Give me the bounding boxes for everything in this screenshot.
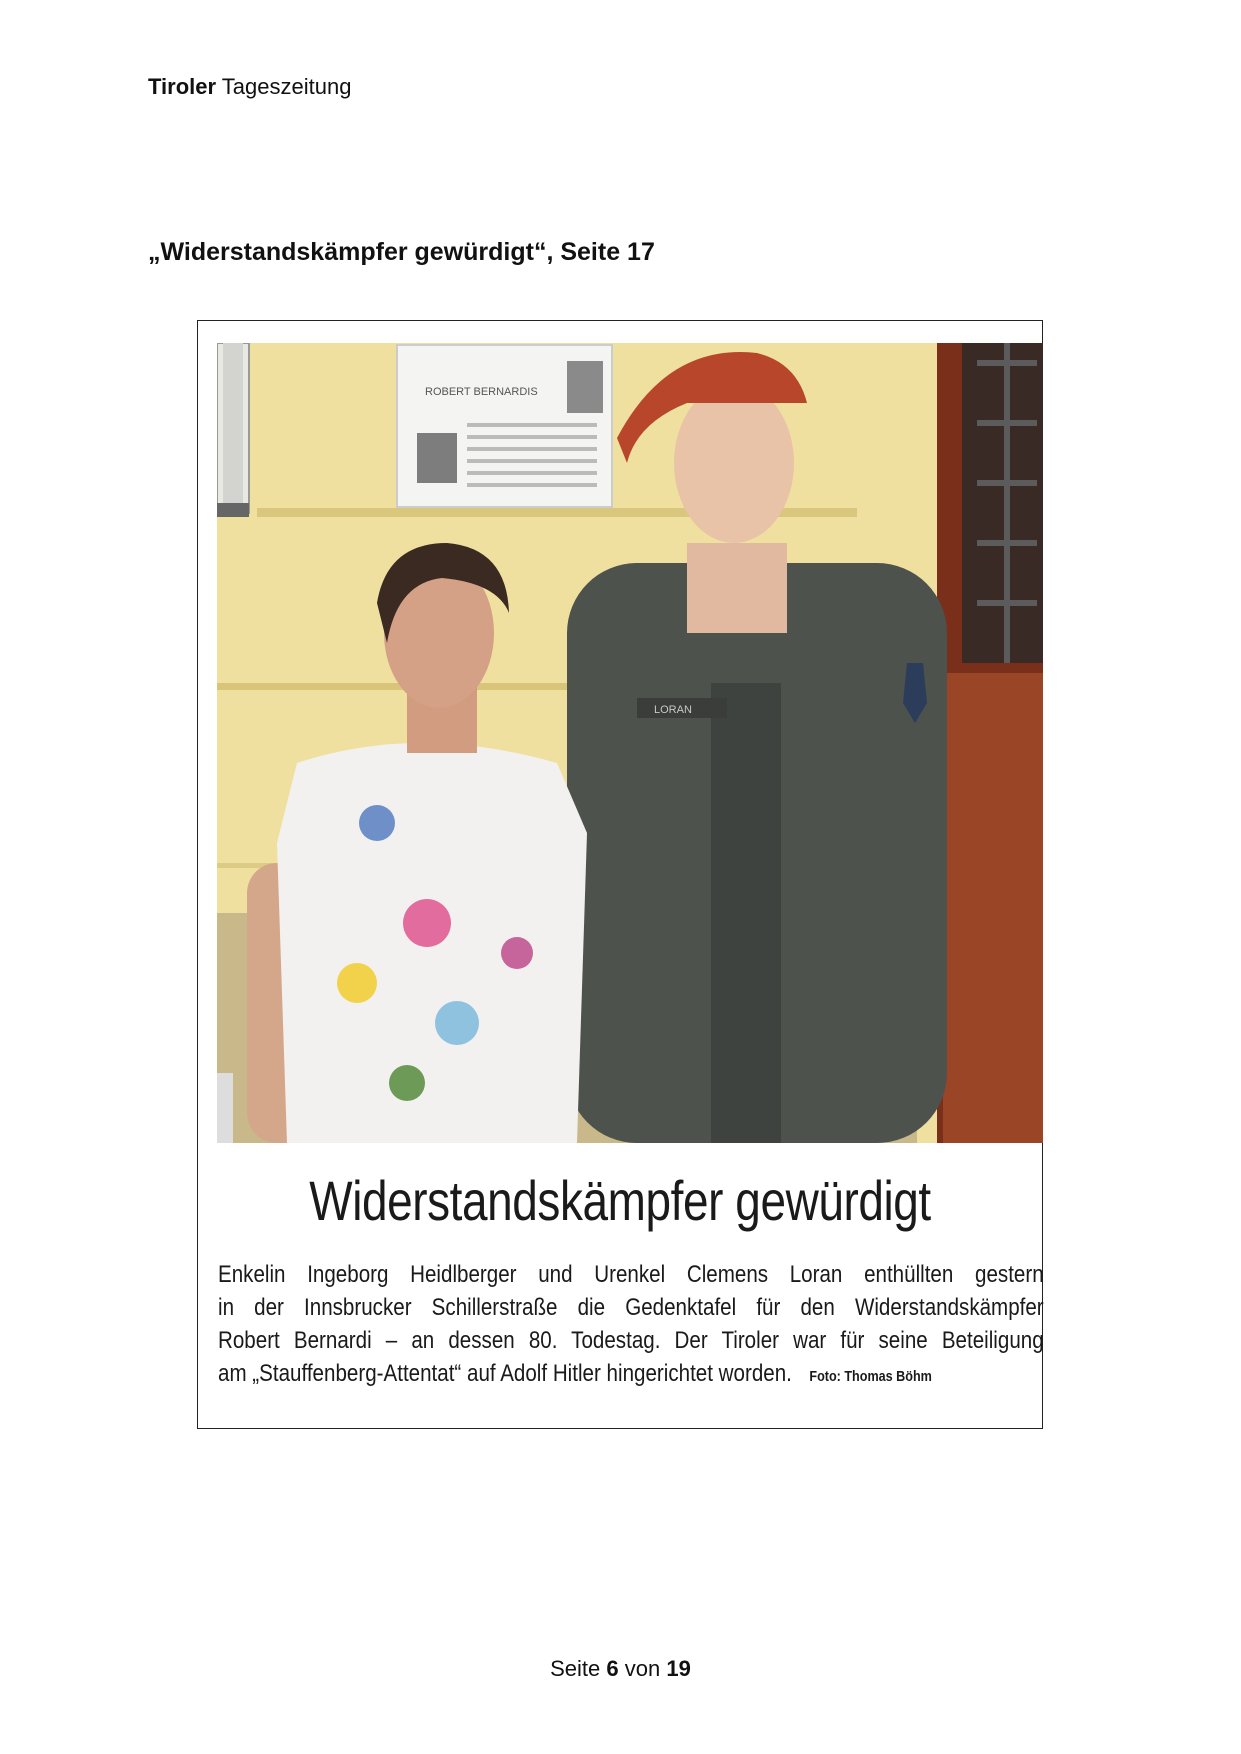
caption-line-last [218, 1357, 1044, 1393]
brand-regular: Tageszeitung [221, 74, 352, 99]
newspaper-clipping [197, 320, 1043, 1429]
footer-middle: von [624, 1656, 661, 1681]
caption-line: in der Innsbrucker Schillerstraße die Gedenktafel für den Widerstandskämpfer [218, 1294, 1044, 1321]
caption-line: Enkelin Ingeborg Heidlberger und Urenkel Clemens Loran enthüllten gestern [218, 1261, 1044, 1288]
newspaper-brand [148, 74, 351, 100]
caption-line-text: am „Stauffenberg-Attentat“ auf Adolf Hitler hingerichtet worden. [218, 1360, 792, 1387]
footer-prefix: Seite [550, 1656, 601, 1681]
article-photo [217, 343, 1043, 1143]
total-page-count: 19 [666, 1656, 691, 1681]
current-page-number: 6 [606, 1656, 619, 1681]
memorial-plaque [397, 345, 612, 507]
photo-credit: Foto: Thomas Böhm [809, 1368, 932, 1385]
article-caption [218, 1258, 1044, 1393]
plaque-name: ROBERT BERNARDIS [425, 386, 538, 398]
brand-bold: Tiroler [148, 74, 217, 99]
page-number-footer [0, 1656, 1241, 1682]
article-headline: Widerstandskämpfer gewürdigt [309, 1169, 931, 1232]
uniform-name-tape: LORAN [654, 704, 692, 716]
caption-line: Robert Bernardi – an dessen 80. Todestag. Der Tiroler war für seine Beteiligung [218, 1327, 1044, 1354]
article-reference: „Widerstandskämpfer gewürdigt“, Seite 17 [148, 238, 655, 266]
